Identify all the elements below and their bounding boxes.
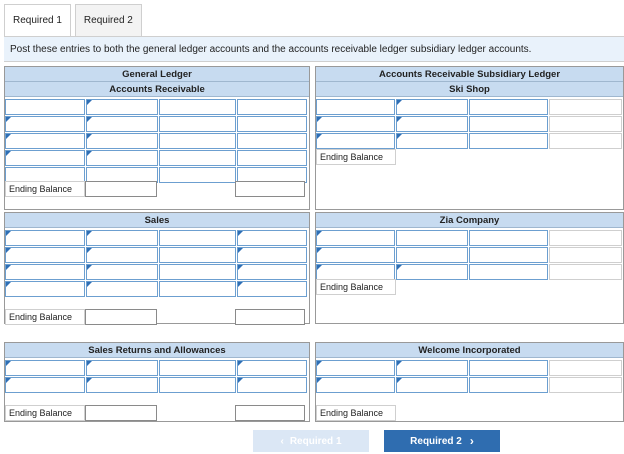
date-input[interactable] [316, 377, 395, 393]
date-input[interactable] [5, 281, 85, 297]
credit-input[interactable] [237, 133, 307, 149]
description-input[interactable] [396, 247, 468, 263]
table-row [5, 377, 309, 393]
table-row [316, 247, 623, 263]
ending-balance-label: Ending Balance [316, 405, 396, 421]
panel-zia-company [315, 212, 624, 324]
description-input[interactable] [396, 230, 468, 246]
debit-input[interactable] [469, 377, 548, 393]
ending-balance-debit-input[interactable] [85, 181, 157, 197]
panel-welcome-incorporated [315, 342, 624, 422]
panel-sales [4, 212, 310, 324]
credit-input[interactable] [237, 99, 307, 115]
balance-input[interactable] [549, 377, 622, 393]
credit-input[interactable] [237, 377, 307, 393]
balance-input[interactable] [549, 230, 622, 246]
description-input[interactable] [86, 230, 158, 246]
debit-input[interactable] [159, 133, 236, 149]
description-input[interactable] [396, 99, 468, 115]
table-row [5, 133, 309, 149]
debit-input[interactable] [469, 360, 548, 376]
description-input[interactable] [396, 133, 468, 149]
debit-input[interactable] [159, 116, 236, 132]
customer-title-zia-company: Zia Company [316, 213, 623, 228]
date-input[interactable] [316, 133, 395, 149]
debit-input[interactable] [469, 264, 548, 280]
balance-input[interactable] [549, 99, 622, 115]
date-input[interactable] [5, 150, 85, 166]
debit-input[interactable] [159, 377, 236, 393]
debit-input[interactable] [159, 99, 236, 115]
panel-ski-shop [315, 66, 624, 210]
panel-accounts-receivable [4, 66, 310, 210]
date-input[interactable] [316, 247, 395, 263]
chevron-left-icon: ‹ [280, 435, 284, 447]
ending-balance-row [5, 309, 305, 325]
date-input[interactable] [5, 99, 85, 115]
account-title-sales: Sales [5, 213, 309, 228]
table-row [5, 360, 309, 376]
ending-balance-label: Ending Balance [316, 279, 396, 295]
credit-input[interactable] [237, 230, 307, 246]
description-input[interactable] [86, 264, 158, 280]
account-title-sales-returns: Sales Returns and Allowances [5, 343, 309, 358]
date-input[interactable] [316, 360, 395, 376]
description-input[interactable] [86, 281, 158, 297]
next-required-button[interactable] [384, 430, 500, 452]
balance-input[interactable] [549, 116, 622, 132]
subsidiary-ledger-title: Accounts Receivable Subsidiary Ledger [316, 67, 623, 82]
debit-input[interactable] [469, 133, 548, 149]
date-input[interactable] [5, 133, 85, 149]
table-row [316, 377, 623, 393]
prev-required-button[interactable] [253, 430, 369, 452]
date-input[interactable] [316, 99, 395, 115]
ending-balance-label: Ending Balance [316, 149, 396, 165]
next-button-label: Required 2 [410, 435, 462, 447]
ending-balance-row [5, 405, 305, 421]
account-title-accounts-receivable: Accounts Receivable [5, 82, 309, 97]
spacer [157, 405, 235, 421]
table-row [5, 264, 309, 280]
debit-input[interactable] [159, 230, 236, 246]
table-row [5, 150, 309, 166]
table-row [316, 230, 623, 246]
table-row [316, 99, 623, 115]
description-input[interactable] [86, 360, 158, 376]
description-input[interactable] [86, 150, 158, 166]
debit-input[interactable] [469, 247, 548, 263]
prev-button-label: Required 1 [289, 435, 342, 447]
description-input[interactable] [396, 377, 468, 393]
balance-input[interactable] [549, 264, 622, 280]
instructions-banner [4, 36, 624, 62]
table-row [5, 247, 309, 263]
description-input[interactable] [86, 247, 158, 263]
tab-required-2[interactable]: Required 2 [75, 4, 142, 36]
date-input[interactable] [5, 247, 85, 263]
table-row [316, 116, 623, 132]
table-row [5, 230, 309, 246]
ending-balance-credit-input[interactable] [235, 181, 305, 197]
table-row [316, 264, 623, 280]
spacer [157, 309, 235, 325]
ending-balance-row [316, 149, 396, 165]
customer-title-welcome-incorporated: Welcome Incorporated [316, 343, 623, 358]
credit-input[interactable] [237, 150, 307, 166]
ending-balance-debit-input[interactable] [85, 309, 157, 325]
description-input[interactable] [86, 133, 158, 149]
ending-balance-debit-input[interactable] [85, 405, 157, 421]
spacer [157, 181, 235, 197]
date-input[interactable] [5, 230, 85, 246]
debit-input[interactable] [159, 264, 236, 280]
ending-balance-label: Ending Balance [5, 405, 85, 421]
description-input[interactable] [86, 99, 158, 115]
debit-input[interactable] [159, 281, 236, 297]
balance-input[interactable] [549, 133, 622, 149]
ending-balance-row [316, 279, 396, 295]
balance-input[interactable] [549, 360, 622, 376]
date-input[interactable] [316, 230, 395, 246]
description-input[interactable] [86, 116, 158, 132]
customer-title-ski-shop: Ski Shop [316, 82, 623, 97]
description-input[interactable] [396, 116, 468, 132]
tab-bar [4, 4, 142, 36]
debit-input[interactable] [159, 247, 236, 263]
date-input[interactable] [5, 360, 85, 376]
description-input[interactable] [396, 264, 468, 280]
ending-balance-label: Ending Balance [5, 309, 85, 325]
table-row [316, 133, 623, 149]
tab-required-1[interactable]: Required 1 [4, 4, 71, 36]
description-input[interactable] [396, 360, 468, 376]
instructions-text: Post these entries to both the general ledger accounts and the accounts receivable ledger subsidiary ledger accounts. [10, 43, 532, 55]
debit-input[interactable] [159, 150, 236, 166]
chevron-right-icon: › [469, 434, 474, 448]
date-input[interactable] [5, 377, 85, 393]
debit-input[interactable] [469, 230, 548, 246]
ending-balance-credit-input[interactable] [235, 309, 305, 325]
general-ledger-title: General Ledger [5, 67, 309, 82]
ending-balance-row [316, 405, 396, 421]
panel-sales-returns [4, 342, 310, 422]
debit-input[interactable] [159, 360, 236, 376]
credit-input[interactable] [237, 360, 307, 376]
ending-balance-row [5, 181, 305, 197]
table-row [5, 99, 309, 115]
table-row [5, 281, 309, 297]
ending-balance-credit-input[interactable] [235, 405, 305, 421]
table-row [316, 360, 623, 376]
debit-input[interactable] [469, 116, 548, 132]
balance-input[interactable] [549, 247, 622, 263]
date-input[interactable] [5, 116, 85, 132]
table-row [5, 116, 309, 132]
date-input[interactable] [316, 264, 395, 280]
ending-balance-label: Ending Balance [5, 181, 85, 197]
debit-input[interactable] [469, 99, 548, 115]
date-input[interactable] [5, 264, 85, 280]
credit-input[interactable] [237, 281, 307, 297]
date-input[interactable] [316, 116, 395, 132]
description-input[interactable] [86, 377, 158, 393]
credit-input[interactable] [237, 116, 307, 132]
credit-input[interactable] [237, 264, 307, 280]
credit-input[interactable] [237, 247, 307, 263]
